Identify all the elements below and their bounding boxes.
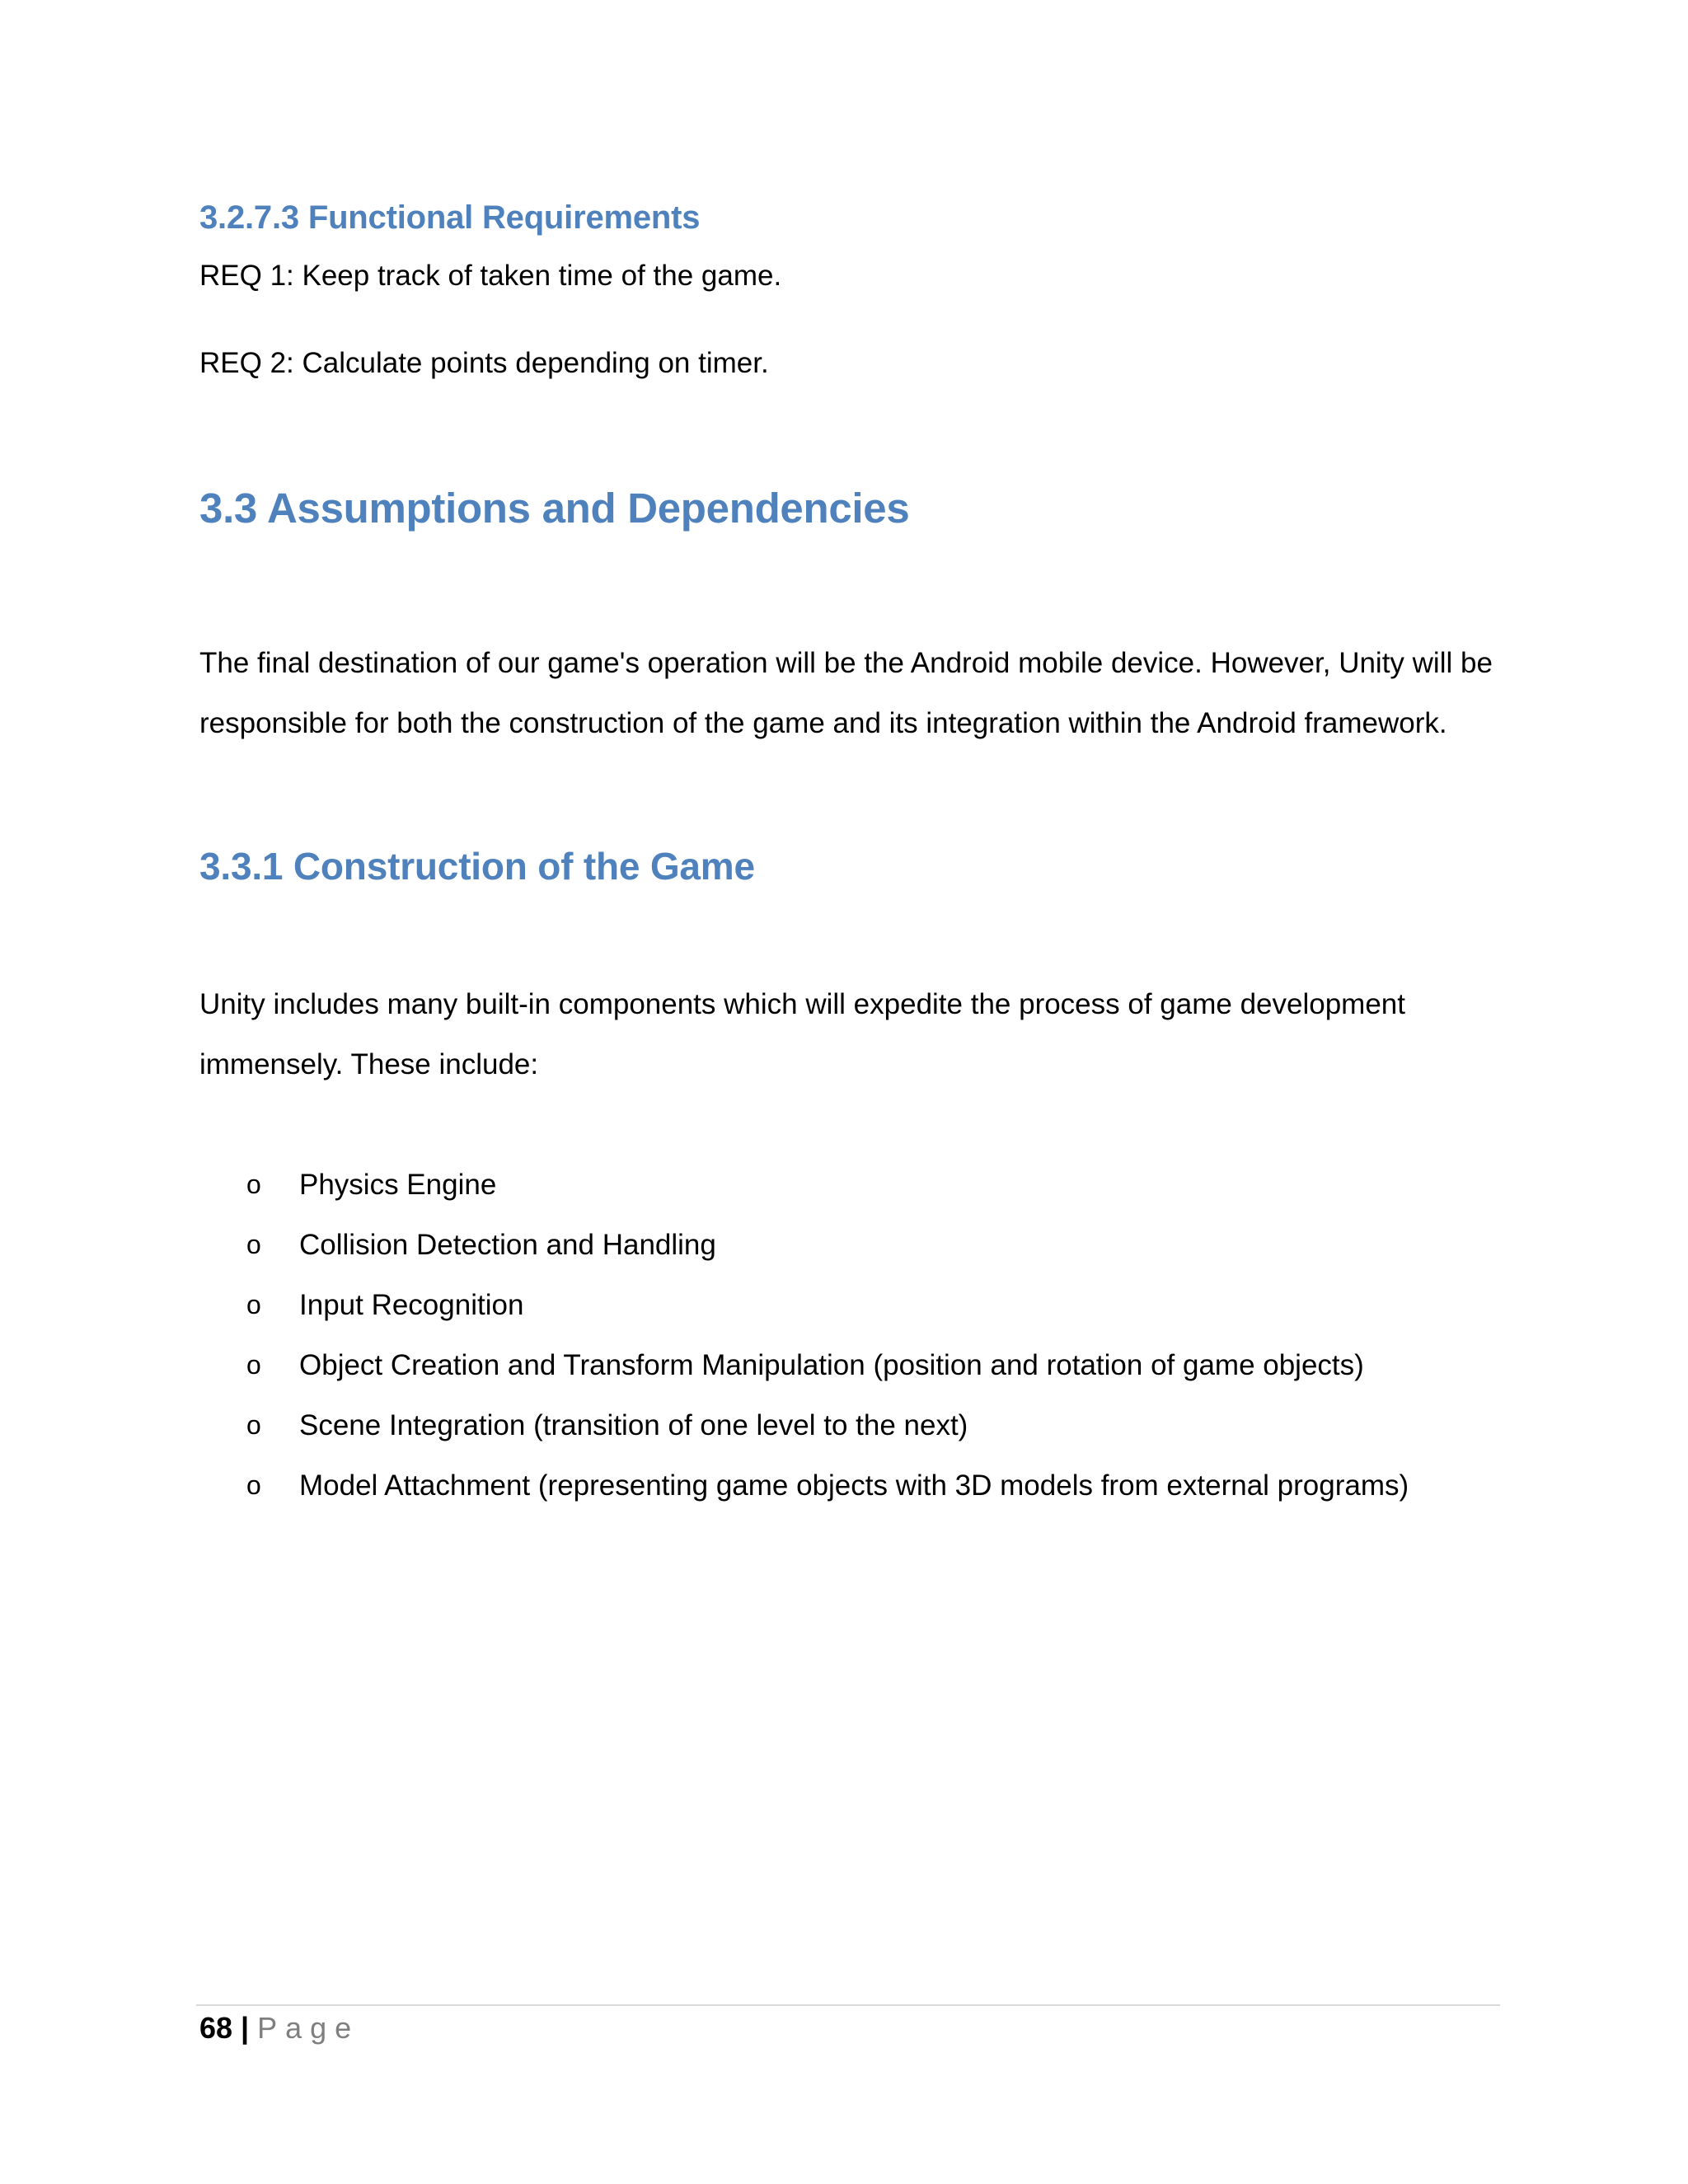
paragraph-assumptions: The final destination of our game's operation will be the Android mobile device. However, Unity will be responsible for both the construction of the game and its integration within the Android framework. [199,647,1493,740]
heading-functional-requirements: 3.2.7.3 Functional Requirements [199,199,701,236]
page-number: 68 [199,2011,233,2045]
list-item [199,1455,1498,1516]
bullet-circle-icon: o [246,1470,261,1501]
page-footer [199,2009,359,2048]
bullet-circle-icon: o [246,1290,261,1320]
bullet-circle-icon: o [246,1169,261,1200]
paragraph-construction: Unity includes many built-in components which will expedite the process of game development immensely. These include: [199,988,1405,1081]
footer-separator: | [241,2011,250,2045]
list-item [199,1155,1498,1215]
list-item-text: Physics Engine [299,1169,497,1202]
component-list [199,1155,1498,1516]
heading-construction-of-game: 3.3.1 Construction of the Game [199,845,755,888]
bullet-circle-icon: o [246,1230,261,1260]
footer-divider [196,2004,1500,2006]
bullet-circle-icon: o [246,1410,261,1441]
list-item-text: Object Creation and Transform Manipulation (position and rotation of game objects) [299,1349,1364,1382]
list-item [199,1395,1498,1455]
page-label: Page [257,2011,360,2045]
list-item [199,1215,1498,1275]
list-item-text: Scene Integration (transition of one level to the next) [299,1409,968,1442]
bullet-circle-icon: o [246,1350,261,1380]
list-item-text: Input Recognition [299,1289,524,1322]
req-1: REQ 1: Keep track of taken time of the game. [199,260,782,292]
page-content [199,198,1498,1516]
req-2: REQ 2: Calculate points depending on timer. [199,346,769,379]
list-item [199,1275,1498,1335]
list-item-text: Model Attachment (representing game objects with 3D models from external programs) [299,1469,1409,1502]
heading-assumptions-dependencies: 3.3 Assumptions and Dependencies [199,485,910,532]
list-item-text: Collision Detection and Handling [299,1229,716,1262]
list-item [199,1335,1498,1395]
